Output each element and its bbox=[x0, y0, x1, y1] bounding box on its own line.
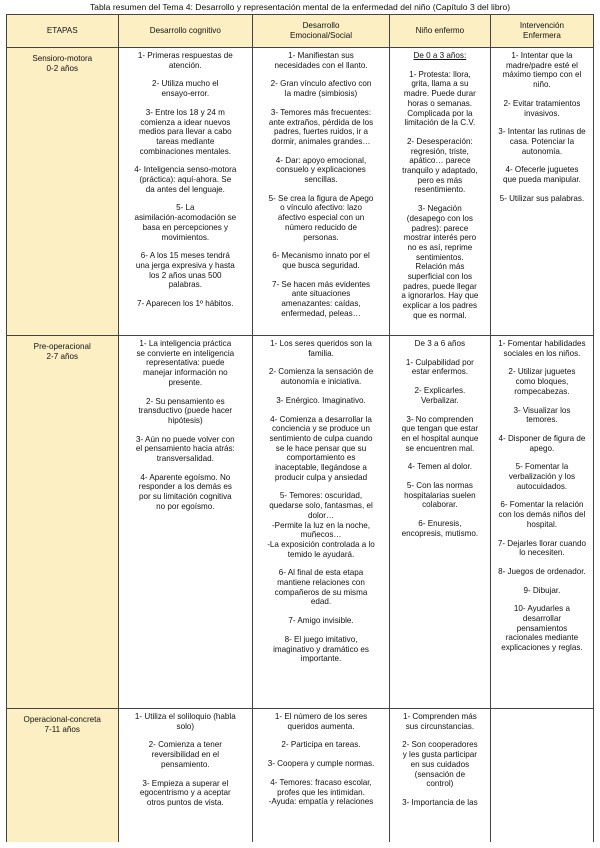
cell-line: 2- Evitar tratamientos bbox=[503, 98, 581, 108]
cell-line: 1- Primeras respuestas de bbox=[137, 51, 233, 60]
cell-line: 3- Importancia de las bbox=[402, 797, 478, 807]
stage-cell bbox=[7, 709, 119, 843]
cell-item bbox=[122, 740, 250, 769]
cell-line: conciencia y se produce un bbox=[271, 424, 371, 434]
cell-line: profes que les intimidan. bbox=[277, 787, 365, 797]
cell-line: comportamiento es bbox=[286, 453, 356, 463]
cell-line: por su limitación cognitiva bbox=[138, 492, 232, 502]
cell-item bbox=[393, 70, 487, 128]
cell-item bbox=[393, 415, 487, 454]
cell-line: padres, puede llegar bbox=[402, 281, 477, 291]
emotional-cell bbox=[253, 709, 390, 843]
cell-line: resentimiento. bbox=[414, 185, 466, 195]
cognitive-cell bbox=[118, 336, 253, 709]
cell-line: medios para llevar a cabo bbox=[138, 127, 232, 137]
cell-line: necesidades con el llanto. bbox=[274, 60, 368, 70]
cell-line: padres, fuertes ruidos, ir a bbox=[274, 127, 369, 137]
cell-item bbox=[494, 406, 590, 425]
cell-item bbox=[393, 137, 487, 195]
cell-line: 6- Al final de esta etapa bbox=[278, 568, 364, 578]
cell-line: combinaciones mentales. bbox=[139, 146, 231, 156]
cell-line: dormir, animales grandes… bbox=[271, 136, 371, 146]
column-header-line: Niño enfermo bbox=[415, 26, 465, 36]
cell-item bbox=[494, 339, 590, 358]
cell-line: se convierte en inteligencia bbox=[136, 348, 235, 358]
sick-child-cell bbox=[389, 48, 490, 336]
cell-line: una jerga expresiva y hasta bbox=[135, 260, 235, 270]
sick-child-cell bbox=[389, 709, 490, 843]
cell-item bbox=[256, 415, 386, 483]
cell-line: sentimiento de culpa cuando bbox=[269, 433, 373, 443]
cell-item bbox=[256, 108, 386, 147]
cell-line: 2- Comienza a tener bbox=[148, 740, 222, 750]
cell-line: imaginativo y dramático es bbox=[273, 644, 369, 654]
cell-line: sociales en los niños. bbox=[503, 348, 581, 358]
cell-line: lo necesiten. bbox=[519, 548, 565, 558]
cell-line: la madre (simbiosis) bbox=[284, 89, 358, 99]
cell-line: casa. Potenciar la bbox=[509, 136, 575, 146]
cell-item bbox=[256, 778, 386, 807]
cell-line: o vínculo afectivo: lazo bbox=[280, 203, 362, 213]
cell-line: muñecos… bbox=[300, 530, 342, 540]
column-header bbox=[253, 15, 390, 48]
cell-line: (desapego con los bbox=[406, 213, 473, 223]
cell-line: atención. bbox=[168, 60, 202, 70]
cell-line: 5- Se crea la figura de Apego bbox=[268, 193, 374, 203]
cell-line: importante. bbox=[300, 654, 342, 664]
stage-label: 0-2 años bbox=[46, 63, 78, 73]
stage-cell bbox=[7, 48, 119, 336]
cell-line: quedarse solo, fantasmas, el bbox=[269, 501, 373, 511]
cell-line: 6- Mecanismo innato por el bbox=[272, 251, 370, 261]
cell-line: 9- Dibujar. bbox=[523, 585, 561, 595]
cell-line: colaborar. bbox=[422, 500, 458, 510]
cell-line: racionales mediante bbox=[505, 633, 579, 643]
cell-line: 5- Fomentar la bbox=[515, 462, 569, 472]
cell-line: 4- Ofecerle juguetes bbox=[505, 165, 579, 175]
cell-line: responder a los demás es bbox=[138, 482, 232, 492]
cell-line: hospitalarias suelen bbox=[404, 490, 476, 500]
cell-item bbox=[122, 473, 250, 512]
cell-item bbox=[393, 481, 487, 510]
column-header bbox=[118, 15, 253, 48]
cell-item bbox=[256, 156, 386, 185]
cell-line: con los demás niños del bbox=[498, 510, 586, 520]
cell-line: 4- Dar: apoyo emocional, bbox=[275, 155, 367, 165]
cell-item bbox=[122, 435, 250, 464]
cell-line: 7- Aparecen los 1º hábitos. bbox=[137, 299, 234, 309]
cell-line: sentimientos. bbox=[416, 252, 464, 262]
cell-line: temido le ayudará. bbox=[287, 549, 355, 559]
cell-line: 1- Utiliza el soliloquio (habla bbox=[134, 712, 236, 721]
cell-item bbox=[122, 108, 250, 157]
cell-line: -La exposición controlada a lo bbox=[267, 539, 375, 549]
cell-item bbox=[256, 740, 386, 750]
cell-line: 5- Temores: oscuridad, bbox=[279, 491, 363, 501]
cell-line: apático… parece bbox=[409, 156, 471, 166]
cell-item bbox=[494, 367, 590, 396]
cell-line: tareas mediante bbox=[156, 136, 215, 146]
cell-line: rompecabezas. bbox=[514, 386, 570, 396]
cell-line: 5- La bbox=[176, 203, 195, 213]
cell-line: 5- Utilizar sus palabras. bbox=[499, 193, 585, 203]
cell-line: otros puntos de vista. bbox=[146, 797, 224, 807]
cell-line: autonomía e iniciativa. bbox=[280, 377, 362, 387]
cell-line: se le hace pensar que su bbox=[275, 443, 367, 453]
cell-line: que busca seguridad. bbox=[282, 260, 360, 270]
cell-line: compañeros de su misma bbox=[274, 587, 368, 597]
cell-line: limitación de la C.V. bbox=[404, 118, 476, 128]
cell-line: manejar información no bbox=[143, 368, 228, 378]
cell-line: pensamiento. bbox=[161, 759, 210, 769]
cell-line: 1- Protesta: llora, bbox=[409, 69, 471, 79]
cell-line: transductivo (puede hacer bbox=[138, 406, 233, 416]
cell-item bbox=[256, 759, 386, 769]
cell-line: enfermedad, peleas… bbox=[281, 308, 361, 318]
age-range-text: De 3 a 6 años bbox=[414, 339, 466, 348]
cell-item bbox=[494, 194, 590, 204]
emotional-cell bbox=[253, 48, 390, 336]
cell-item bbox=[393, 358, 487, 377]
cell-item bbox=[393, 386, 487, 405]
cell-line: 1- Culpabilidad por bbox=[405, 357, 474, 367]
cell-line: 3- Intentar las rutinas de bbox=[498, 127, 586, 137]
cell-item bbox=[494, 99, 590, 118]
cell-line: no por egoísmo. bbox=[156, 501, 215, 511]
cell-line: 2- Explicarles. bbox=[414, 386, 466, 396]
cell-line: 1- Comprenden más bbox=[402, 712, 477, 721]
cell-line: se encuentren mal. bbox=[405, 443, 475, 453]
cell-item bbox=[256, 491, 386, 559]
cell-line: 1- Fomentar habilidades bbox=[498, 339, 586, 348]
cell-line: transversalidad. bbox=[156, 454, 214, 464]
cell-line: basa en percepciones y bbox=[142, 222, 229, 232]
cell-line: Complicada por la bbox=[407, 108, 473, 118]
cell-line: sencillas. bbox=[304, 175, 338, 185]
age-range-text: De 0 a 3 años: bbox=[413, 51, 467, 60]
cell-line: 4- Aparente egoísmo. No bbox=[140, 472, 231, 482]
cell-line: 7- Se hacen más evidentes bbox=[271, 279, 371, 289]
cell-line: los 2 años unas 500 bbox=[149, 270, 222, 280]
cell-line: 1- El número de los seres bbox=[274, 712, 368, 721]
cell-line: temores. bbox=[526, 415, 558, 425]
column-header-line: Emocional/Social bbox=[289, 31, 353, 40]
cell-line: representativa: puede bbox=[146, 358, 225, 368]
cell-line: movimientos. bbox=[161, 232, 210, 242]
cell-line: consuelo y explicaciones bbox=[276, 165, 366, 175]
cell-line: 4- Temores: fracaso escolar, bbox=[270, 777, 372, 787]
cell-line: familia. bbox=[308, 348, 334, 358]
cell-item bbox=[122, 397, 250, 426]
cell-item bbox=[256, 396, 386, 406]
cell-item bbox=[256, 51, 386, 70]
cell-line: egocentrismo y a aceptar bbox=[139, 788, 231, 798]
cell-line: -Ayuda: empatía y relaciones bbox=[268, 797, 374, 807]
cell-line: 6- Enuresis, bbox=[418, 519, 462, 529]
column-header-line: Enfermera bbox=[523, 31, 561, 40]
stage-label: 2-7 años bbox=[46, 351, 78, 361]
column-header bbox=[389, 15, 490, 48]
cell-line: como bloques, bbox=[515, 377, 569, 387]
cell-item bbox=[494, 500, 590, 529]
cognitive-cell bbox=[118, 48, 253, 336]
cell-line: ensayo-error. bbox=[161, 89, 210, 99]
cell-line: no es así, reprime bbox=[407, 242, 473, 252]
stage-label: Operacional-concreta bbox=[23, 715, 101, 724]
cell-line: producir culpa y ansiedad bbox=[274, 472, 368, 482]
cell-line: asimilación-acomodación se bbox=[134, 213, 237, 223]
summary-table-wrapper bbox=[6, 14, 594, 842]
cell-line: pero es más bbox=[417, 175, 463, 185]
cell-line: reversibilidad en el bbox=[151, 750, 220, 760]
cell-line: dolor… bbox=[307, 510, 335, 520]
cell-line: apego. bbox=[529, 443, 555, 453]
cell-line: 3- Visualizar los bbox=[513, 405, 571, 415]
column-header-line: Desarrollo cognitivo bbox=[149, 26, 221, 36]
cell-line: grita, llama a su bbox=[411, 79, 469, 89]
cell-item bbox=[256, 79, 386, 98]
cell-line: encopresis, mutismo. bbox=[401, 528, 479, 538]
cell-line: 8- El juego imitativo, bbox=[284, 634, 358, 644]
cell-line: máximo tiempo con el bbox=[502, 70, 582, 80]
cell-line: explicar a los padres bbox=[402, 301, 477, 311]
cell-line: 2- Comienza la sensación de bbox=[268, 367, 374, 377]
cell-item bbox=[256, 194, 386, 243]
cell-line: (sensación de bbox=[414, 769, 466, 779]
cell-item bbox=[122, 712, 250, 731]
cell-line: que pueda manipular. bbox=[503, 175, 581, 185]
cell-line: amenazantes: caídas, bbox=[281, 299, 361, 309]
cell-item bbox=[122, 165, 250, 194]
cell-item bbox=[393, 204, 487, 320]
intervention-cell bbox=[490, 48, 593, 336]
cell-line: 1- Manifiestan sus bbox=[288, 51, 354, 60]
cell-line: ante extraños, pérdida de los bbox=[268, 117, 374, 127]
cell-line: tranquilo y adaptado, bbox=[402, 166, 478, 176]
cell-item bbox=[494, 604, 590, 653]
cell-line: -Permite la luz en la noche, bbox=[271, 520, 371, 530]
cell-item bbox=[122, 203, 250, 242]
cell-line: 8- Juegos de ordenador. bbox=[498, 566, 586, 576]
table-row bbox=[7, 709, 594, 843]
cell-line: niño. bbox=[533, 80, 551, 90]
stage-cell bbox=[7, 336, 119, 709]
age-range-heading bbox=[393, 51, 487, 61]
cell-line: 5- Con las normas bbox=[406, 481, 473, 491]
cell-item bbox=[494, 539, 590, 558]
cell-line: a ignorarlos. Hay que bbox=[401, 291, 479, 301]
cell-line: 3- No comprenden bbox=[406, 414, 474, 424]
cell-line: Relación más bbox=[415, 262, 465, 272]
age-range-heading bbox=[393, 339, 487, 349]
cell-line: 1- La inteligencia práctica bbox=[139, 339, 232, 348]
cell-line: verbalización y los bbox=[508, 472, 575, 482]
cell-line: superficial con los bbox=[407, 272, 473, 282]
cell-line: 2- Son cooperadores bbox=[402, 740, 478, 750]
cell-line: mostrar interés pero bbox=[403, 233, 477, 243]
cell-line: presente. bbox=[168, 377, 203, 387]
cell-line: 10- Ayudarles a bbox=[513, 604, 570, 614]
column-header bbox=[7, 15, 119, 48]
column-header-line: Desarrollo bbox=[302, 21, 340, 31]
cell-item bbox=[256, 635, 386, 664]
cell-line: explicaciones y reglas. bbox=[501, 643, 583, 653]
cell-line: 2- Gran vínculo afectivo con bbox=[270, 79, 372, 89]
cell-line: palabras. bbox=[168, 280, 202, 290]
cell-line: 2- Utilizar juguetes bbox=[508, 367, 576, 377]
table-header-row bbox=[7, 15, 594, 48]
cell-line: ante situaciones bbox=[291, 289, 351, 299]
stage-label: 7-11 años bbox=[44, 724, 80, 734]
column-header bbox=[490, 15, 593, 48]
cell-line: control) bbox=[426, 779, 454, 789]
cell-line: mantiene relaciones con bbox=[277, 578, 365, 588]
cell-line: 3- Enérgico. Imaginativo. bbox=[276, 395, 366, 405]
cell-line: 4- Temen al dolor. bbox=[407, 462, 472, 472]
column-header-line: ETAPAS bbox=[46, 26, 78, 36]
cell-line: 1- Intentar que la bbox=[511, 51, 573, 60]
cell-item bbox=[494, 165, 590, 184]
cell-line: 3- Temores más frecuentes: bbox=[270, 107, 372, 117]
cell-item bbox=[494, 127, 590, 156]
cell-item bbox=[494, 51, 590, 90]
intervention-cell bbox=[490, 336, 593, 709]
cell-line: estar enfermos. bbox=[411, 367, 468, 377]
cell-line: (práctica): aquí-ahora. Se bbox=[139, 175, 232, 185]
cell-line: que tengan que estar bbox=[401, 424, 479, 434]
summary-table bbox=[6, 14, 594, 842]
cell-line: desarrollar bbox=[522, 614, 562, 624]
cell-line: 6- A los 15 meses tendrá bbox=[140, 251, 230, 261]
cell-line: comienza a idear nuevos bbox=[140, 117, 231, 127]
cell-line: 2- Utiliza mucho el bbox=[152, 79, 219, 89]
cell-line: padres): parece bbox=[411, 223, 469, 233]
cell-item bbox=[393, 462, 487, 472]
cell-line: invasivos. bbox=[524, 108, 560, 118]
cell-line: personas. bbox=[303, 232, 339, 242]
cell-line: sus circunstancias. bbox=[405, 721, 475, 731]
cell-line: 3- Aún no puede volver con bbox=[136, 434, 235, 444]
cell-item bbox=[122, 339, 250, 388]
cell-item bbox=[256, 616, 386, 626]
cell-line: 6- Fomentar la relación bbox=[500, 500, 584, 510]
cell-line: hospital. bbox=[526, 519, 558, 529]
cell-line: edad. bbox=[310, 597, 332, 607]
cell-line: horas o semanas. bbox=[407, 98, 473, 108]
page-title: Tabla resumen del Tema 4: Desarrollo y representación mental de la enfermedad del niño (Capítulo 3 del libro) bbox=[89, 2, 511, 12]
cell-item bbox=[122, 779, 250, 808]
cell-line: 4- Comienza a desarrollar la bbox=[270, 414, 372, 424]
cognitive-cell bbox=[118, 709, 253, 843]
cell-line: hipótesis) bbox=[168, 415, 203, 425]
cell-line: 3- Negación bbox=[418, 204, 462, 214]
cell-line: en el hospital aunque bbox=[401, 433, 479, 443]
cell-item bbox=[256, 251, 386, 270]
cell-line: y les gusta participar bbox=[402, 750, 477, 760]
cell-line: 7- Amigo invisible. bbox=[288, 616, 354, 626]
cell-item bbox=[393, 519, 487, 538]
cell-item bbox=[256, 280, 386, 319]
cell-item bbox=[256, 712, 386, 731]
cell-line: el pensamiento hacia atrás: bbox=[135, 444, 235, 454]
cell-line: inaceptable, llegándose a bbox=[275, 463, 367, 473]
cell-item bbox=[122, 251, 250, 290]
cell-line: regresión, triste, bbox=[410, 146, 469, 156]
cell-item bbox=[122, 79, 250, 98]
cell-line: número reducido de bbox=[285, 222, 358, 232]
cell-line: 7- Dejarles llorar cuando bbox=[497, 538, 587, 548]
cell-line: autonomía. bbox=[521, 146, 563, 156]
cell-line: autocuidados. bbox=[516, 481, 568, 491]
cell-line: da antes del lenguaje. bbox=[145, 184, 225, 194]
cell-line: 3- Entre los 18 y 24 m bbox=[145, 107, 225, 117]
cell-line: afectivo especial con un bbox=[277, 213, 365, 223]
cell-line: Verbalizar. bbox=[420, 395, 459, 405]
cell-line: 2- Desesperación: bbox=[407, 136, 473, 146]
cell-item bbox=[494, 434, 590, 453]
sick-child-cell bbox=[389, 336, 490, 709]
cell-item bbox=[393, 740, 487, 789]
cell-line: 2- Su pensamiento es bbox=[145, 396, 225, 406]
cell-item bbox=[256, 568, 386, 607]
cell-line: 3- Coopera y cumple normas. bbox=[267, 759, 375, 769]
cell-item bbox=[256, 367, 386, 386]
cell-item bbox=[393, 712, 487, 731]
cell-item bbox=[393, 798, 487, 808]
cell-line: en sus cuidados bbox=[410, 759, 470, 769]
table-row bbox=[7, 48, 594, 336]
emotional-cell bbox=[253, 336, 390, 709]
cell-item bbox=[122, 51, 250, 70]
cell-line: 3- Empieza a superar el bbox=[142, 778, 229, 788]
table-row bbox=[7, 336, 594, 709]
stage-label: Sensioro-motora bbox=[32, 54, 93, 63]
stage-label: Pre-operacional bbox=[33, 342, 91, 351]
cell-item bbox=[494, 462, 590, 491]
cell-line: madre/padre esté el bbox=[505, 60, 578, 70]
cell-line: pensamientos bbox=[516, 623, 568, 633]
cell-item bbox=[494, 586, 590, 596]
cell-line: 4- Inteligencia senso-motora bbox=[134, 165, 237, 175]
cell-item bbox=[256, 339, 386, 358]
intervention-cell bbox=[490, 709, 593, 843]
cell-line: queridos aumenta. bbox=[287, 721, 355, 731]
cell-line: 2- Participa en tareas. bbox=[281, 740, 361, 750]
cell-line: madre. Puede durar bbox=[403, 89, 476, 99]
cell-item bbox=[494, 567, 590, 577]
cell-item bbox=[122, 299, 250, 309]
cell-line: 1- Los seres queridos son la bbox=[270, 339, 372, 348]
column-header-line: Intervención bbox=[519, 21, 564, 31]
cell-line: 4- Disponer de figura de bbox=[498, 433, 586, 443]
cell-line: solo) bbox=[176, 721, 195, 731]
cell-line: que es normal. bbox=[413, 310, 467, 320]
